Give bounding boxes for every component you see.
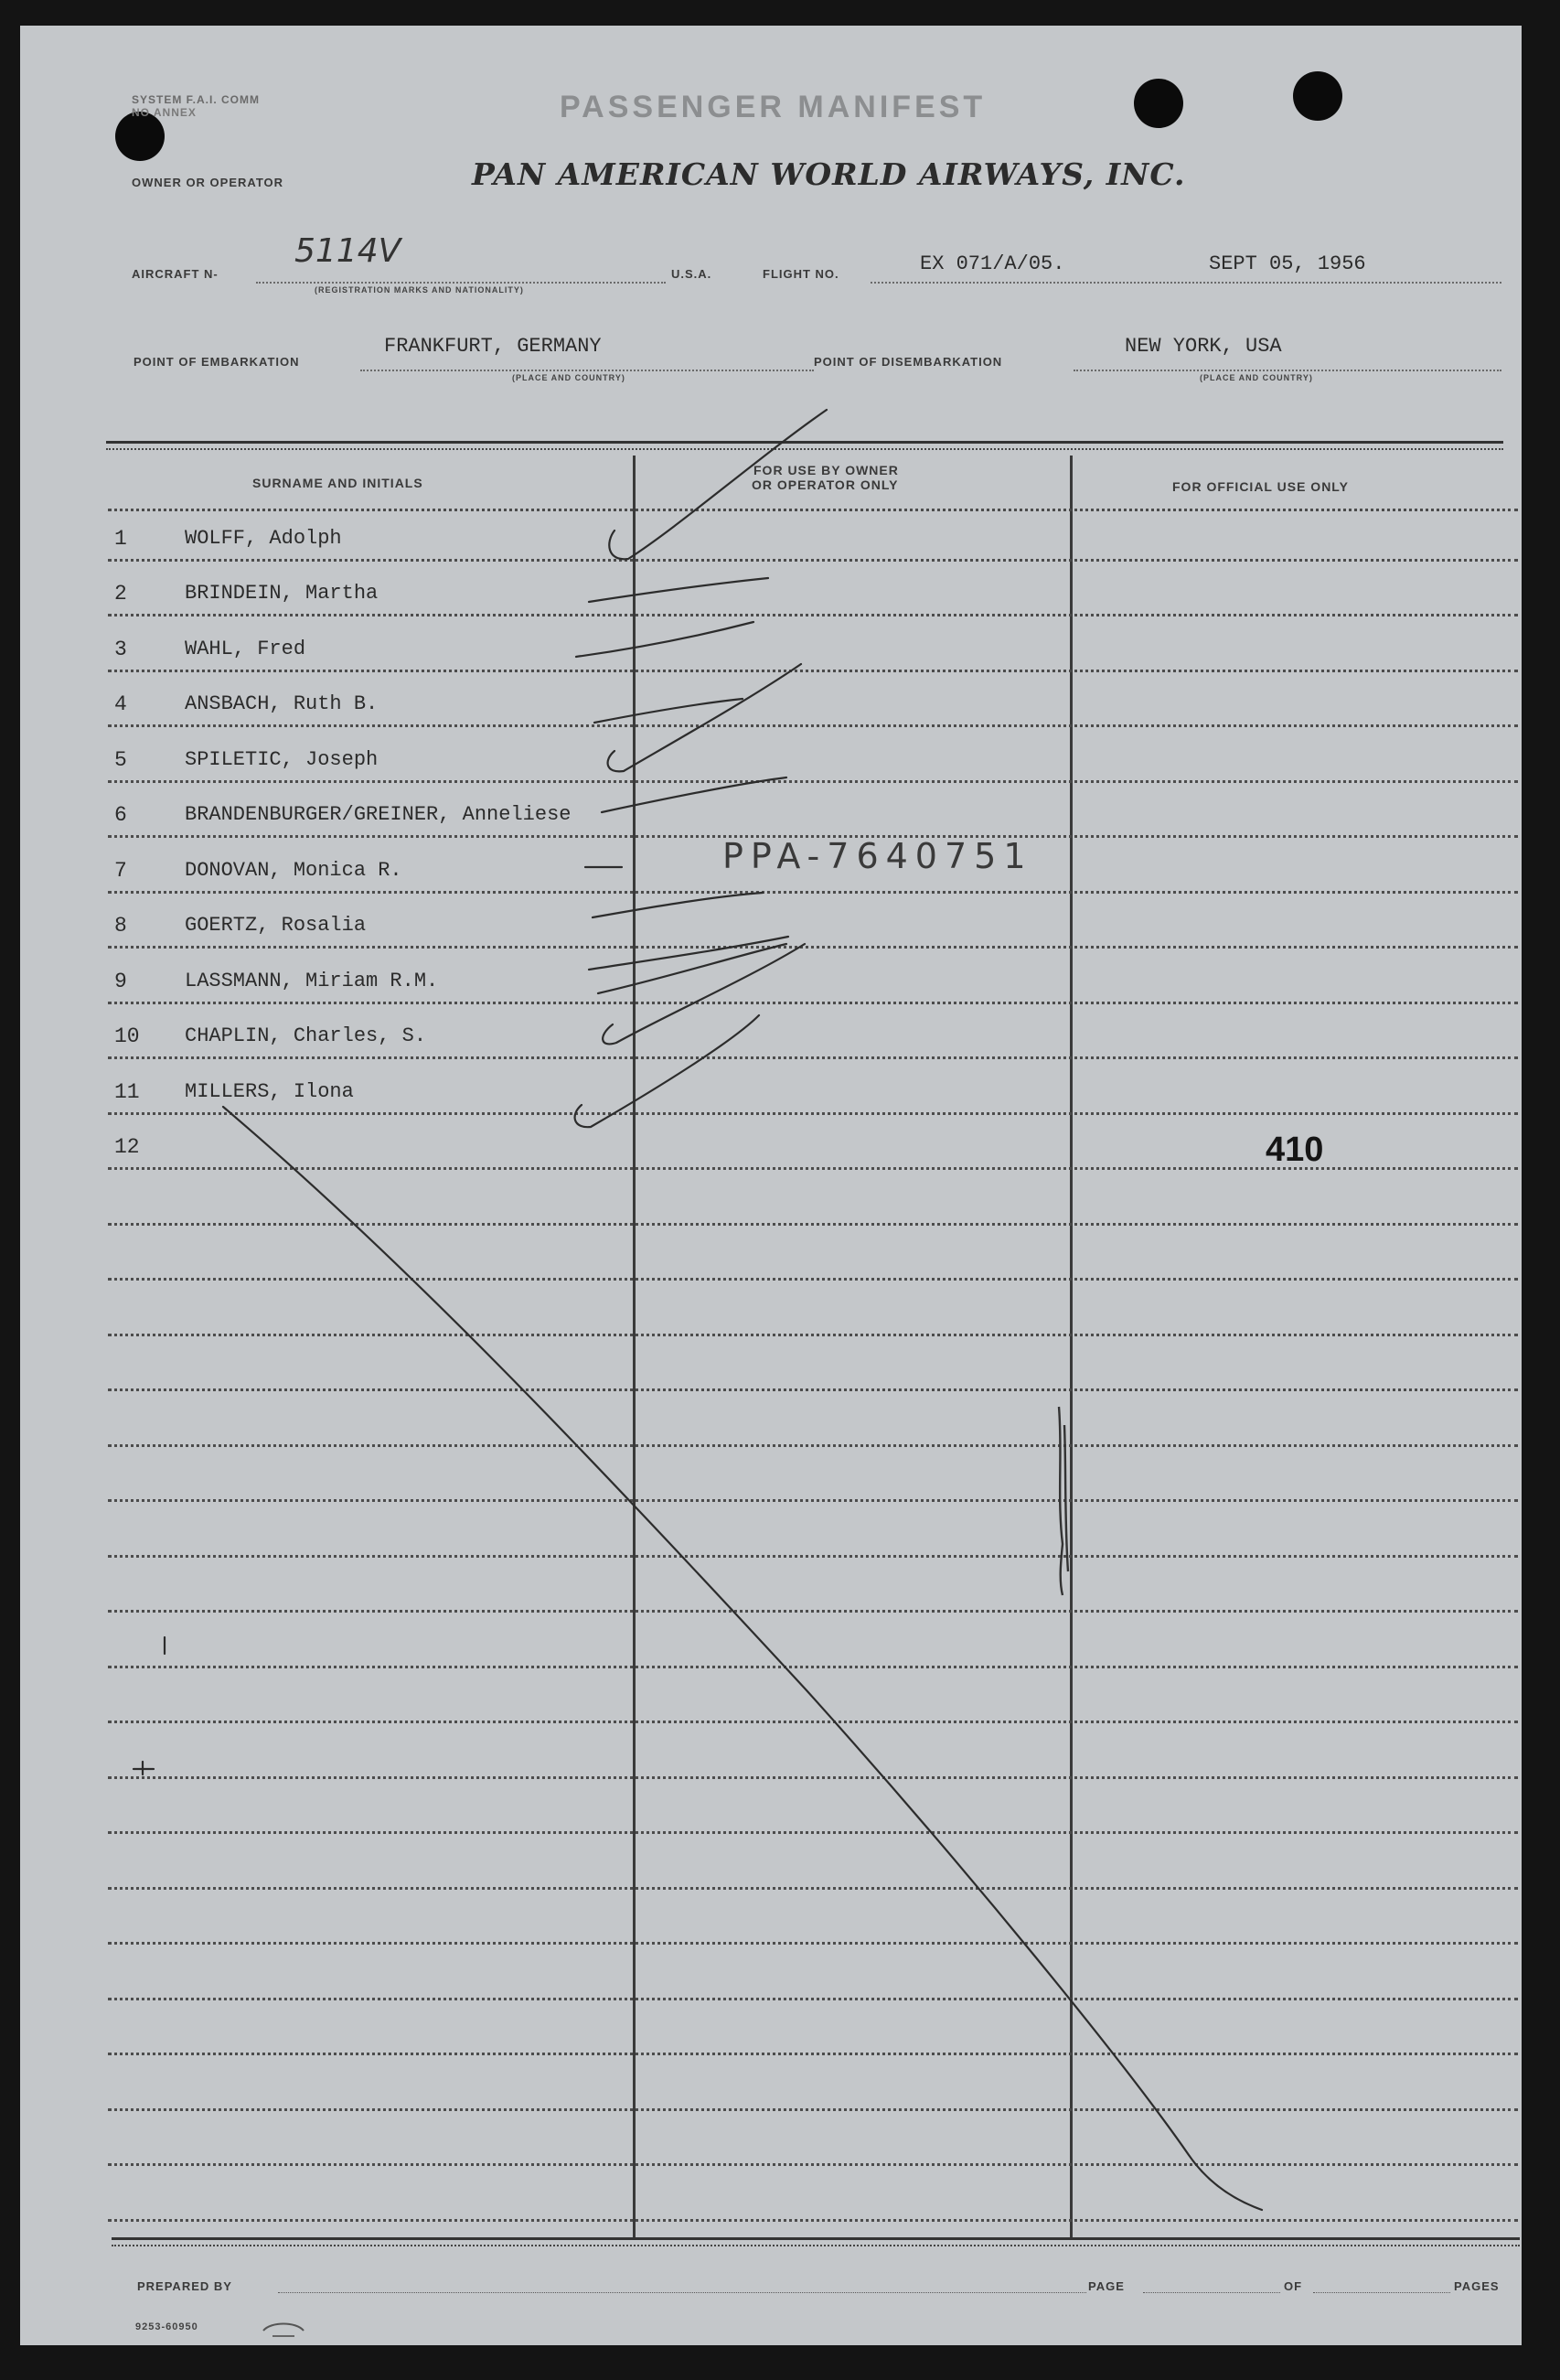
passenger-name: WOLFF, Adolph [185,527,342,550]
flight-number-value: EX 071/A/05. [920,252,1065,275]
form-title: PASSENGER MANIFEST [560,90,987,124]
disembarkation-caption: (PLACE AND COUNTRY) [1200,373,1313,382]
owner-use-header-line1: FOR USE BY OWNER [753,463,899,477]
row-line [108,1388,1518,1391]
punch-hole-left [115,112,165,161]
embarkation-value: FRANKFURT, GERMANY [384,335,602,358]
row-number: 12 [114,1135,140,1159]
embarkation-caption: (PLACE AND COUNTRY) [512,373,625,382]
row-line [108,780,1518,783]
pages-label: PAGES [1454,2279,1500,2293]
page-line [1143,2292,1280,2293]
stamp-number: 410 [1266,1131,1324,1169]
row-line [108,2108,1518,2111]
row-number: 9 [114,970,127,993]
surname-header: SURNAME AND INITIALS [252,476,423,490]
row-line [108,1942,1518,1945]
column-divider-left [633,456,636,2237]
row-number: 7 [114,859,127,883]
check-mark [576,622,753,657]
passenger-name: DONOVAN, Monica R. [185,859,402,882]
passenger-name: SPILETIC, Joseph [185,748,379,771]
check-mark [608,664,801,771]
page-label: PAGE [1088,2279,1125,2293]
row-line [108,509,1518,511]
row-line [108,1112,1518,1115]
row-number: 10 [114,1024,140,1048]
row-line [108,559,1518,562]
row-number: 8 [114,914,127,938]
row-line [108,1998,1518,2000]
owner-use-header-line2: OR OPERATOR ONLY [752,477,899,492]
punch-hole-mid-right [1134,79,1183,128]
system-stamp-line2: NO ANNEX [132,106,197,119]
of-label: OF [1284,2279,1303,2293]
row-line [108,1555,1518,1558]
union-label-icon [260,2318,307,2340]
row-line [108,1444,1518,1447]
punch-hole-right [1293,71,1342,121]
check-mark [598,944,786,993]
check-mark [575,1015,759,1127]
row-number: 11 [114,1080,140,1104]
passenger-name: WAHL, Fred [185,638,306,660]
row-line [108,946,1518,949]
row-line [108,614,1518,616]
prepared-by-line [278,2292,1086,2293]
aircraft-underline [256,282,666,284]
flight-date: SEPT 05, 1956 [1209,252,1366,275]
handwritten-note: PPA-7640751 [722,836,1033,876]
form-number: 9253-60950 [135,2321,198,2332]
table-bottom-rule [112,2237,1520,2240]
cross-out-line [223,1107,1262,2210]
disembarkation-value: NEW YORK, USA [1125,335,1282,358]
row-number: 3 [114,638,127,661]
row-line [108,1887,1518,1890]
row-line [108,2219,1518,2222]
manifest-page [20,26,1522,2345]
row-number: 4 [114,692,127,716]
row-number: 5 [114,748,127,772]
row-line [108,724,1518,727]
passenger-name: GOERTZ, Rosalia [185,914,367,937]
row-line [108,1831,1518,1834]
column-divider-right [1070,456,1073,2237]
row-line [108,1776,1518,1779]
table-top-rule [106,441,1503,444]
table-bottom-rule-2 [112,2245,1520,2246]
check-mark [589,578,768,602]
vertical-scribble [1064,1425,1068,1571]
row-number: 2 [114,582,127,606]
row-line [108,1002,1518,1004]
check-mark [589,937,788,970]
check-mark [593,893,763,917]
embarkation-underline [360,370,814,371]
row-line [108,1278,1518,1281]
disembarkation-label: POINT OF DISEMBARKATION [814,355,1003,369]
passenger-name: LASSMANN, Miriam R.M. [185,970,439,992]
aircraft-label: AIRCRAFT N- [132,267,219,281]
passenger-name: ANSBACH, Ruth B. [185,692,379,715]
row-line [108,1056,1518,1059]
check-mark [594,699,743,723]
row-line [108,891,1518,894]
of-line [1313,2292,1450,2293]
row-line [108,1666,1518,1668]
row-line [108,1610,1518,1613]
row-line [108,1721,1518,1723]
registration-caption: (REGISTRATION MARKS AND NATIONALITY) [315,285,524,295]
embarkation-label: POINT OF EMBARKATION [134,355,300,369]
system-stamp-line1: SYSTEM F.A.I. COMM [132,93,261,106]
aircraft-number: 5114V [294,232,401,270]
passenger-name: BRINDEIN, Martha [185,582,379,605]
flight-underline [871,282,1501,284]
passenger-name: BRANDENBURGER/GREINER, Anneliese [185,803,572,826]
row-line [108,2163,1518,2166]
table-top-rule-2 [106,448,1503,450]
row-number: 1 [114,527,127,551]
prepared-by-label: PREPARED BY [137,2279,232,2293]
company-name: PAN AMERICAN WORLD AIRWAYS, INC. [472,156,1186,192]
row-number: 6 [114,803,127,827]
row-line [108,2053,1518,2055]
row-line [108,1223,1518,1226]
passenger-name: MILLERS, Ilona [185,1080,354,1103]
passenger-name: CHAPLIN, Charles, S. [185,1024,427,1047]
official-use-header: FOR OFFICIAL USE ONLY [1172,479,1349,494]
owner-operator-label: OWNER OR OPERATOR [132,176,284,189]
flight-number-label: FLIGHT NO. [763,267,839,281]
row-line [108,670,1518,672]
usa-label: U.S.A. [671,267,712,281]
row-line [108,1334,1518,1336]
disembarkation-underline [1074,370,1501,371]
row-line [108,1499,1518,1502]
